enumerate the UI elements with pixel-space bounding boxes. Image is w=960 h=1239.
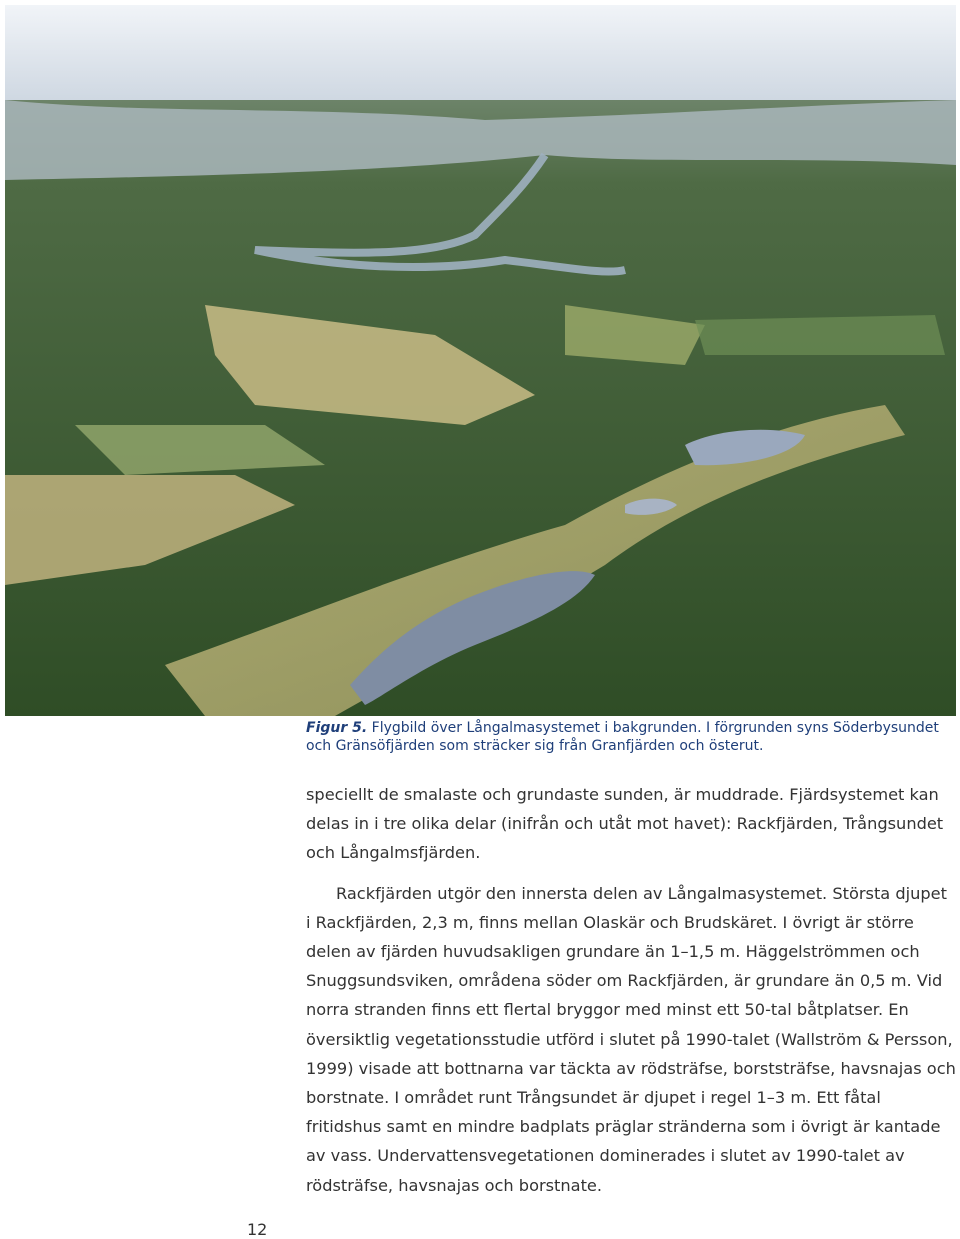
page-number: 12	[247, 1220, 268, 1239]
figure-label: Figur 5.	[306, 720, 368, 736]
paragraph: Rackfjärden utgör den innersta delen av Långalmasystemet. Största djupet i Rackfjärden, 2,3 m, finns mellan Olaskär och Brudskäret. I övrigt är större delen av fjärden huvudsakligen grundare än 1–1,5 m. Häggelströmmen och Snuggsundsviken, områdena söder om Rackfjärden, är grundare än 0,5 m. Vid norra stranden finns ett flertal bryggor med minst ett 50-tal båtplatser. En översiktlig vegetationsstudie utförd i slutet på 1990-talet (Wallström & Persson, 1999) visade att bottnarna var täckta av rödsträfse, borststräfse, havsnajas och borstnate. I området runt Trångsundet är djupet i regel 1–3 m. Ett fåtal fritidshus samt en mindre badplats präglar stränderna som i övrigt är kantade av vass. Undervattensvegetationen dominerades i slutet av 1990-talet av rödsträfse, havsnajas och borstnate.	[306, 883, 956, 1195]
body-text	[306, 780, 956, 1200]
figure-caption-text: Flygbild över Långalmasystemet i bakgrunden. I förgrunden syns Söderbysundet och Gränsöfjärden som sträcker sig från Granfjärden och österut.	[306, 720, 939, 754]
paragraph: speciellt de smalaste och grundaste sunden, är muddrade. Fjärdsystemet kan delas in i tre olika delar (inifrån och utåt mot havet): Rackfjärden, Trångsundet och Långalmsfjärden.	[306, 785, 944, 863]
figure-caption	[306, 719, 956, 755]
aerial-photo	[5, 5, 956, 716]
